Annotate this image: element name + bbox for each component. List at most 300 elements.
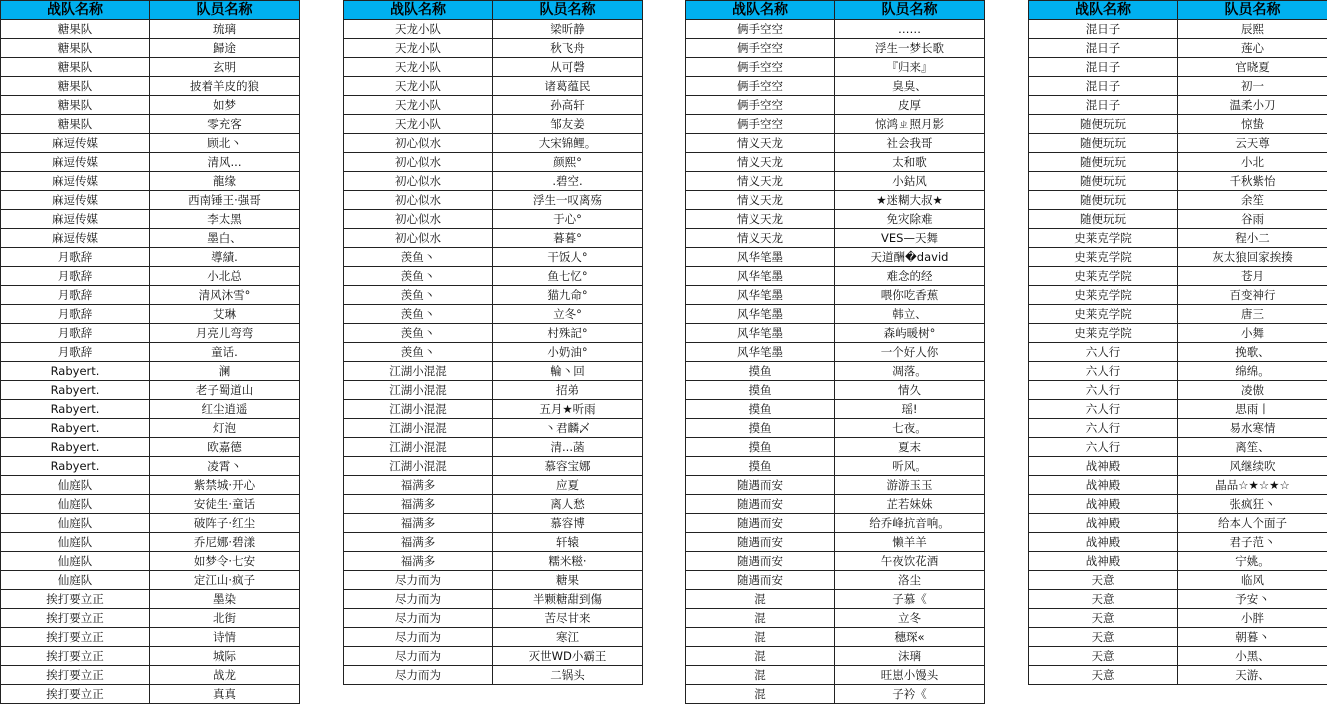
member-name-cell[interactable]: 芷若妹妹 — [835, 495, 985, 514]
team-name-cell[interactable]: 糖果队 — [1, 58, 150, 77]
table-row — [1029, 571, 1327, 590]
member-name-cell[interactable]: 游游玉玉 — [835, 476, 985, 495]
member-name-cell[interactable]: 战龙 — [150, 666, 300, 685]
team-name-cell[interactable]: 随遇而安 — [686, 533, 835, 552]
team-name-cell[interactable]: 天龙小队 — [344, 20, 493, 39]
team-name-cell[interactable]: 天龙小队 — [344, 96, 493, 115]
team-name-cell[interactable]: 月歌辞 — [1, 305, 150, 324]
member-name-cell[interactable]: 离人愁 — [493, 495, 643, 514]
member-name-cell[interactable]: 招弟 — [493, 381, 643, 400]
member-name-cell[interactable]: 村殊記° — [493, 324, 643, 343]
team-name-cell[interactable]: 史莱克学院 — [1029, 267, 1178, 286]
member-name-cell[interactable]: 艾琳 — [150, 305, 300, 324]
team-name-cell[interactable]: 糖果队 — [1, 20, 150, 39]
team-name-cell[interactable]: 羡鱼丶 — [344, 343, 493, 362]
team-name-cell[interactable]: 战神殿 — [1029, 552, 1178, 571]
team-name-cell[interactable]: 战神殿 — [1029, 514, 1178, 533]
member-name-cell[interactable]: 鱼七忆° — [493, 267, 643, 286]
member-name-cell[interactable]: 邹友姜 — [493, 115, 643, 134]
member-name-cell[interactable]: 苦尽甘来 — [493, 609, 643, 628]
team-name-cell[interactable]: 混 — [686, 590, 835, 609]
table-row — [1029, 381, 1327, 400]
team-name-cell[interactable]: 俩手空空 — [686, 115, 835, 134]
team-name-cell[interactable]: 天意 — [1029, 571, 1178, 590]
team-name-cell[interactable]: 仙庭队 — [1, 514, 150, 533]
team-name-cell[interactable]: 史莱克学院 — [1029, 229, 1178, 248]
team-name-cell[interactable]: 史莱克学院 — [1029, 305, 1178, 324]
team-name-cell[interactable]: 俩手空空 — [686, 77, 835, 96]
member-name-cell[interactable]: 喂你吃香蕉 — [835, 286, 985, 305]
member-name-cell[interactable]: 应夏 — [493, 476, 643, 495]
team-name-cell[interactable]: 混日子 — [1029, 39, 1178, 58]
team-name-cell[interactable]: 糖果队 — [1, 115, 150, 134]
team-name-cell[interactable]: 混 — [686, 609, 835, 628]
member-name-cell[interactable]: 浮生一梦长歌 — [835, 39, 985, 58]
member-name-cell[interactable]: 凋落。 — [835, 362, 985, 381]
member-name-cell[interactable]: 小黑、 — [1178, 647, 1327, 666]
member-name-cell[interactable]: 紫禁城·开心 — [150, 476, 300, 495]
team-name-cell[interactable]: 风华笔墨 — [686, 343, 835, 362]
team-name-cell[interactable]: 挨打要立正 — [1, 590, 150, 609]
team-name-cell[interactable]: 情义天龙 — [686, 134, 835, 153]
member-name-cell[interactable]: 君子范丶 — [1178, 533, 1327, 552]
member-name-cell[interactable]: 苍月 — [1178, 267, 1327, 286]
member-name-cell[interactable]: 李太黑 — [150, 210, 300, 229]
member-name-cell[interactable]: 诗情 — [150, 628, 300, 647]
member-name-cell[interactable]: 凌霄丶 — [150, 457, 300, 476]
team-name-cell[interactable]: 混 — [686, 666, 835, 685]
team-name-cell[interactable]: 江湖小混混 — [344, 457, 493, 476]
member-name-cell[interactable]: 莲心 — [1178, 39, 1327, 58]
team-name-cell[interactable]: 挨打要立正 — [1, 628, 150, 647]
member-name-cell[interactable]: 诸葛蕴民 — [493, 77, 643, 96]
table-row — [344, 457, 643, 476]
member-name-cell[interactable]: 凌傲 — [1178, 381, 1327, 400]
table-row — [686, 647, 985, 666]
table-row — [344, 571, 643, 590]
member-name-cell[interactable]: 千秋紫怡 — [1178, 172, 1327, 191]
member-name-cell[interactable]: 森屿暖树° — [835, 324, 985, 343]
member-name-cell[interactable]: 小北总 — [150, 267, 300, 286]
member-name-cell[interactable]: 程小二 — [1178, 229, 1327, 248]
member-name-cell[interactable]: 欧嘉德 — [150, 438, 300, 457]
team-name-cell[interactable]: 随遇而安 — [686, 552, 835, 571]
member-name-cell[interactable]: 谷雨 — [1178, 210, 1327, 229]
team-name-cell[interactable]: 随便玩玩 — [1029, 134, 1178, 153]
team-name-cell[interactable]: 羡鱼丶 — [344, 305, 493, 324]
team-name-cell[interactable]: 羡鱼丶 — [344, 248, 493, 267]
team-name-cell[interactable]: 仙庭队 — [1, 495, 150, 514]
team-name-cell[interactable]: 随遇而安 — [686, 495, 835, 514]
member-name-cell[interactable]: 浮生一叹离殇 — [493, 191, 643, 210]
member-name-cell[interactable]: 从可磬 — [493, 58, 643, 77]
member-name-cell[interactable]: 沫璃 — [835, 647, 985, 666]
team-name-cell[interactable]: 仙庭队 — [1, 552, 150, 571]
table-row — [1, 324, 300, 343]
team-name-cell[interactable]: 尽力而为 — [344, 590, 493, 609]
team-name-cell[interactable]: 天龙小队 — [344, 58, 493, 77]
member-name-cell[interactable]: 挽歌、 — [1178, 343, 1327, 362]
team-name-cell[interactable]: 六人行 — [1029, 362, 1178, 381]
team-name-cell[interactable]: Rabyert. — [1, 400, 150, 419]
table-row — [686, 400, 985, 419]
team-name-cell[interactable]: 风华笔墨 — [686, 305, 835, 324]
member-name-cell[interactable]: 朝暮丶 — [1178, 628, 1327, 647]
member-name-cell[interactable]: 寒江 — [493, 628, 643, 647]
member-name-cell[interactable]: 導績. — [150, 248, 300, 267]
team-name-cell[interactable]: 摸鱼 — [686, 400, 835, 419]
team-name-cell[interactable]: 风华笔墨 — [686, 267, 835, 286]
team-name-cell[interactable]: Rabyert. — [1, 362, 150, 381]
member-name-cell[interactable]: 洛尘 — [835, 571, 985, 590]
member-name-cell[interactable]: 颜熙° — [493, 153, 643, 172]
member-name-cell[interactable]: 情久 — [835, 381, 985, 400]
member-name-cell[interactable]: 午夜饮花酒 — [835, 552, 985, 571]
member-name-cell[interactable]: 真真 — [150, 685, 300, 704]
team-name-cell[interactable]: 风华笔墨 — [686, 286, 835, 305]
team-name-cell[interactable]: 战神殿 — [1029, 457, 1178, 476]
member-name-cell[interactable]: 予安丶 — [1178, 590, 1327, 609]
member-name-cell[interactable]: 旺崽小馒头 — [835, 666, 985, 685]
member-name-cell[interactable]: 皮厚 — [835, 96, 985, 115]
member-name-cell[interactable]: 子慕《 — [835, 590, 985, 609]
member-name-cell[interactable]: …… — [835, 20, 985, 39]
team-name-cell[interactable]: 初心似水 — [344, 172, 493, 191]
team-name-cell[interactable]: 仙庭队 — [1, 476, 150, 495]
team-name-cell[interactable]: 仙庭队 — [1, 533, 150, 552]
team-name-cell[interactable]: 俩手空空 — [686, 20, 835, 39]
member-name-cell[interactable]: 难念的经 — [835, 267, 985, 286]
member-name-cell[interactable]: 免灾除难 — [835, 210, 985, 229]
team-name-cell[interactable]: 麻逗传媒 — [1, 191, 150, 210]
member-name-cell[interactable]: 破阵子·红尘 — [150, 514, 300, 533]
member-name-cell[interactable]: 立冬° — [493, 305, 643, 324]
team-name-cell[interactable]: 福满多 — [344, 514, 493, 533]
member-name-cell[interactable]: 初一 — [1178, 77, 1327, 96]
team-name-cell[interactable]: 战神殿 — [1029, 495, 1178, 514]
member-name-cell[interactable]: 离笙、 — [1178, 438, 1327, 457]
member-name-cell[interactable]: 清...菡 — [493, 438, 643, 457]
team-name-cell[interactable]: 初心似水 — [344, 229, 493, 248]
member-name-cell[interactable]: 老子蜀道山 — [150, 381, 300, 400]
member-name-cell[interactable]: 小鈷风 — [835, 172, 985, 191]
team-name-cell[interactable]: 天意 — [1029, 590, 1178, 609]
member-name-cell[interactable]: 清风... — [150, 153, 300, 172]
member-name-cell[interactable]: 太和歌 — [835, 153, 985, 172]
team-name-cell[interactable]: 江湖小混混 — [344, 419, 493, 438]
team-name-cell[interactable]: Rabyert. — [1, 457, 150, 476]
team-name-cell[interactable]: 混日子 — [1029, 96, 1178, 115]
member-name-cell[interactable]: 墨白、 — [150, 229, 300, 248]
team-name-cell[interactable]: 随便玩玩 — [1029, 191, 1178, 210]
team-name-cell[interactable]: 摸鱼 — [686, 362, 835, 381]
member-name-cell[interactable]: 披着羊皮的狼 — [150, 77, 300, 96]
team-name-cell[interactable]: 摸鱼 — [686, 457, 835, 476]
team-name-cell[interactable]: 福满多 — [344, 533, 493, 552]
member-name-cell[interactable]: 临风 — [1178, 571, 1327, 590]
member-name-cell[interactable]: .碧空. — [493, 172, 643, 191]
member-name-cell[interactable]: 小奶油° — [493, 343, 643, 362]
team-name-cell[interactable]: 天龙小队 — [344, 115, 493, 134]
member-name-cell[interactable]: 顾北丶 — [150, 134, 300, 153]
team-name-cell[interactable]: 随便玩玩 — [1029, 210, 1178, 229]
team-name-cell[interactable]: 月歌辞 — [1, 248, 150, 267]
team-name-cell[interactable]: 羡鱼丶 — [344, 267, 493, 286]
team-name-cell[interactable]: 史莱克学院 — [1029, 286, 1178, 305]
team-name-cell[interactable]: 混 — [686, 628, 835, 647]
member-name-cell[interactable]: 云天尊 — [1178, 134, 1327, 153]
member-name-cell[interactable]: 『归来』 — [835, 58, 985, 77]
team-name-cell[interactable]: 天意 — [1029, 666, 1178, 685]
team-name-cell[interactable]: 六人行 — [1029, 343, 1178, 362]
team-name-cell[interactable]: 羡鱼丶 — [344, 286, 493, 305]
team-name-cell[interactable]: 天意 — [1029, 628, 1178, 647]
team-name-cell[interactable]: 羡鱼丶 — [344, 324, 493, 343]
team-name-cell[interactable]: 混 — [686, 685, 835, 704]
team-name-cell[interactable]: 尽力而为 — [344, 609, 493, 628]
member-name-cell[interactable]: 梁昕静 — [493, 20, 643, 39]
member-name-cell[interactable]: 月亮儿弯弯 — [150, 324, 300, 343]
member-name-cell[interactable]: 零充客 — [150, 115, 300, 134]
member-name-cell[interactable]: 给乔峰抗音响。 — [835, 514, 985, 533]
team-name-cell[interactable]: 月歌辞 — [1, 343, 150, 362]
member-name-cell[interactable]: 听风。 — [835, 457, 985, 476]
member-name-cell[interactable]: 糖果 — [493, 571, 643, 590]
member-name-cell[interactable]: 惊蛰 — [1178, 115, 1327, 134]
team-name-cell[interactable]: 糖果队 — [1, 96, 150, 115]
team-name-cell[interactable]: Rabyert. — [1, 381, 150, 400]
team-name-cell[interactable]: 俩手空空 — [686, 39, 835, 58]
member-name-cell[interactable]: 猫九命° — [493, 286, 643, 305]
member-name-cell[interactable]: 辰熙 — [1178, 20, 1327, 39]
team-name-cell[interactable]: 摸鱼 — [686, 438, 835, 457]
member-name-cell[interactable]: 龍缘 — [150, 172, 300, 191]
member-name-cell[interactable]: 臭臭、 — [835, 77, 985, 96]
member-name-cell[interactable]: 小北 — [1178, 153, 1327, 172]
team-name-cell[interactable]: 情义天龙 — [686, 153, 835, 172]
team-name-cell[interactable]: 挨打要立正 — [1, 647, 150, 666]
team-name-cell[interactable]: 混日子 — [1029, 20, 1178, 39]
member-name-cell[interactable]: 丶君麟乄 — [493, 419, 643, 438]
team-name-cell[interactable]: 麻逗传媒 — [1, 134, 150, 153]
member-name-cell[interactable]: 玄明 — [150, 58, 300, 77]
team-name-cell[interactable]: 摸鱼 — [686, 419, 835, 438]
team-column-header: 战队名称 — [686, 1, 835, 20]
member-name-cell[interactable]: 给本人个面子 — [1178, 514, 1327, 533]
member-name-cell[interactable]: 韩立、 — [835, 305, 985, 324]
member-name-cell[interactable]: 半颗糖甜到傷 — [493, 590, 643, 609]
member-name-cell[interactable]: 乔尼娜·碧漾 — [150, 533, 300, 552]
table-row — [686, 77, 985, 96]
member-name-cell[interactable]: 琉璃 — [150, 20, 300, 39]
team-name-cell[interactable]: 情义天龙 — [686, 191, 835, 210]
table-row — [1029, 590, 1327, 609]
member-name-cell[interactable]: 绵绵。 — [1178, 362, 1327, 381]
team-name-cell[interactable]: 仙庭队 — [1, 571, 150, 590]
table-row — [1029, 153, 1327, 172]
team-name-cell[interactable]: 福满多 — [344, 476, 493, 495]
member-name-cell[interactable]: 红尘逍遥 — [150, 400, 300, 419]
member-name-cell[interactable]: 唐三 — [1178, 305, 1327, 324]
team-name-cell[interactable]: 挨打要立正 — [1, 609, 150, 628]
team-name-cell[interactable]: 糖果队 — [1, 77, 150, 96]
team-name-cell[interactable]: 俩手空空 — [686, 58, 835, 77]
member-name-cell[interactable]: 童话. — [150, 343, 300, 362]
team-name-cell[interactable]: 尽力而为 — [344, 628, 493, 647]
team-name-cell[interactable]: 情义天龙 — [686, 210, 835, 229]
member-name-cell[interactable]: 百变神行 — [1178, 286, 1327, 305]
member-name-cell[interactable]: 于心° — [493, 210, 643, 229]
member-name-cell[interactable]: 社会我哥 — [835, 134, 985, 153]
member-name-cell[interactable]: 懒羊羊 — [835, 533, 985, 552]
member-name-cell[interactable]: 定江山·疯子 — [150, 571, 300, 590]
team-name-cell[interactable]: 江湖小混混 — [344, 438, 493, 457]
member-name-cell[interactable]: 暮暮° — [493, 229, 643, 248]
team-name-cell[interactable]: 福满多 — [344, 495, 493, 514]
team-name-cell[interactable]: 江湖小混混 — [344, 400, 493, 419]
member-name-cell[interactable]: 一个好人你 — [835, 343, 985, 362]
member-name-cell[interactable]: 宁姚。 — [1178, 552, 1327, 571]
team-name-cell[interactable]: 江湖小混混 — [344, 362, 493, 381]
member-name-cell[interactable]: 秋飞舟 — [493, 39, 643, 58]
team-name-cell[interactable]: 麻逗传媒 — [1, 210, 150, 229]
team-name-cell[interactable]: 初心似水 — [344, 134, 493, 153]
team-name-cell[interactable]: 随便玩玩 — [1029, 172, 1178, 191]
table-row — [686, 134, 985, 153]
member-name-cell[interactable]: 輪丶回 — [493, 362, 643, 381]
team-name-cell[interactable]: 随遇而安 — [686, 476, 835, 495]
team-name-cell[interactable]: 随便玩玩 — [1029, 153, 1178, 172]
member-name-cell[interactable]: 如梦 — [150, 96, 300, 115]
member-name-cell[interactable]: 张疯狂丶 — [1178, 495, 1327, 514]
member-name-cell[interactable]: 灭世WD小霸王 — [493, 647, 643, 666]
member-name-cell[interactable]: 瑶! — [835, 400, 985, 419]
member-name-cell[interactable]: VES—天舞 — [835, 229, 985, 248]
team-name-cell[interactable]: 麻逗传媒 — [1, 153, 150, 172]
team-name-cell[interactable]: 尽力而为 — [344, 666, 493, 685]
team-name-cell[interactable]: 天意 — [1029, 647, 1178, 666]
table-row — [1, 419, 300, 438]
team-name-cell[interactable]: Rabyert. — [1, 419, 150, 438]
member-name-cell[interactable]: 七夜。 — [835, 419, 985, 438]
member-name-cell[interactable]: 小胖 — [1178, 609, 1327, 628]
member-name-cell[interactable]: 立冬 — [835, 609, 985, 628]
team-name-cell[interactable]: 风华笔墨 — [686, 324, 835, 343]
member-name-cell[interactable]: 五月★听雨 — [493, 400, 643, 419]
member-name-cell[interactable]: 慕容宝娜 — [493, 457, 643, 476]
team-name-cell[interactable]: 风华笔墨 — [686, 248, 835, 267]
team-name-cell[interactable]: 情义天龙 — [686, 172, 835, 191]
team-name-cell[interactable]: 六人行 — [1029, 438, 1178, 457]
member-name-cell[interactable]: 易水寒情 — [1178, 419, 1327, 438]
member-name-cell[interactable]: 大宋锦鲤。 — [493, 134, 643, 153]
member-name-cell[interactable]: 北街 — [150, 609, 300, 628]
team-name-cell[interactable]: 天意 — [1029, 609, 1178, 628]
member-name-cell[interactable]: 穗琛« — [835, 628, 985, 647]
member-name-cell[interactable]: 轩辕 — [493, 533, 643, 552]
team-name-cell[interactable]: 史莱克学院 — [1029, 248, 1178, 267]
team-name-cell[interactable]: 随遇而安 — [686, 514, 835, 533]
team-name-cell[interactable]: 随遇而安 — [686, 571, 835, 590]
team-name-cell[interactable]: 挨打要立正 — [1, 666, 150, 685]
team-name-cell[interactable]: 麻逗传媒 — [1, 172, 150, 191]
member-name-cell[interactable]: 如梦令·七安 — [150, 552, 300, 571]
member-name-cell[interactable]: 灯泡 — [150, 419, 300, 438]
team-name-cell[interactable]: 月歌辞 — [1, 324, 150, 343]
team-name-cell[interactable]: 战神殿 — [1029, 476, 1178, 495]
table-row — [1, 20, 300, 39]
team-name-cell[interactable]: 天龙小队 — [344, 77, 493, 96]
team-name-cell[interactable]: 初心似水 — [344, 191, 493, 210]
team-name-cell[interactable]: 史莱克学院 — [1029, 324, 1178, 343]
member-name-cell[interactable]: 官晓夏 — [1178, 58, 1327, 77]
team-name-cell[interactable]: 六人行 — [1029, 381, 1178, 400]
team-name-cell[interactable]: 天龙小队 — [344, 39, 493, 58]
member-name-cell[interactable]: 晶品☆★☆★☆ — [1178, 476, 1327, 495]
member-name-cell[interactable]: 清风沐雪° — [150, 286, 300, 305]
table-row — [344, 77, 643, 96]
member-name-cell[interactable]: 二锅头 — [493, 666, 643, 685]
member-name-cell[interactable]: 孙高轩 — [493, 96, 643, 115]
member-name-cell[interactable]: 子衿《 — [835, 685, 985, 704]
team-name-cell[interactable]: 初心似水 — [344, 153, 493, 172]
team-name-cell[interactable]: 月歌辞 — [1, 286, 150, 305]
member-name-cell[interactable]: 干饭人° — [493, 248, 643, 267]
member-name-cell[interactable]: 思雨丨 — [1178, 400, 1327, 419]
member-name-cell[interactable]: 城际 — [150, 647, 300, 666]
member-name-cell[interactable]: 温柔小刀 — [1178, 96, 1327, 115]
team-name-cell[interactable]: 麻逗传媒 — [1, 229, 150, 248]
team-name-cell[interactable]: 混日子 — [1029, 58, 1178, 77]
table-row — [1, 153, 300, 172]
member-name-cell[interactable]: 天游、 — [1178, 666, 1327, 685]
team-name-cell[interactable]: 情义天龙 — [686, 229, 835, 248]
team-name-cell[interactable]: 江湖小混混 — [344, 381, 493, 400]
member-name-cell[interactable]: 夏末 — [835, 438, 985, 457]
team-name-cell[interactable]: 六人行 — [1029, 400, 1178, 419]
member-name-cell[interactable]: 歸途 — [150, 39, 300, 58]
team-name-cell[interactable]: 摸鱼 — [686, 381, 835, 400]
member-name-cell[interactable]: 糯米糍· — [493, 552, 643, 571]
team-name-cell[interactable]: 尽力而为 — [344, 571, 493, 590]
team-name-cell[interactable]: 月歌辞 — [1, 267, 150, 286]
team-name-cell[interactable]: 混日子 — [1029, 77, 1178, 96]
member-name-cell[interactable]: 西南锤王·强哥 — [150, 191, 300, 210]
member-name-cell[interactable]: 澜 — [150, 362, 300, 381]
team-name-cell[interactable]: 混 — [686, 647, 835, 666]
member-name-cell[interactable]: 小舞 — [1178, 324, 1327, 343]
team-name-cell[interactable]: 尽力而为 — [344, 647, 493, 666]
team-name-cell[interactable]: Rabyert. — [1, 438, 150, 457]
team-name-cell[interactable]: 挨打要立正 — [1, 685, 150, 704]
team-name-cell[interactable]: 战神殿 — [1029, 533, 1178, 552]
member-name-cell[interactable]: ★迷糊大叔★ — [835, 191, 985, 210]
member-name-cell[interactable]: 慕容博 — [493, 514, 643, 533]
team-name-cell[interactable]: 俩手空空 — [686, 96, 835, 115]
team-name-cell[interactable]: 六人行 — [1029, 419, 1178, 438]
member-name-cell[interactable]: 惊鸿ㄓ照月影 — [835, 115, 985, 134]
team-name-cell[interactable]: 糖果队 — [1, 39, 150, 58]
team-name-cell[interactable]: 初心似水 — [344, 210, 493, 229]
member-name-cell[interactable]: 安徒生·童话 — [150, 495, 300, 514]
team-name-cell[interactable]: 随便玩玩 — [1029, 115, 1178, 134]
member-name-cell[interactable]: 灰太狼回家挨揍 — [1178, 248, 1327, 267]
team-name-cell[interactable]: 福满多 — [344, 552, 493, 571]
member-name-cell[interactable]: 风继续吹 — [1178, 457, 1327, 476]
member-name-cell[interactable]: 墨染 — [150, 590, 300, 609]
member-name-cell[interactable]: 天道酬�david — [835, 248, 985, 267]
member-name-cell[interactable]: 余笙 — [1178, 191, 1327, 210]
